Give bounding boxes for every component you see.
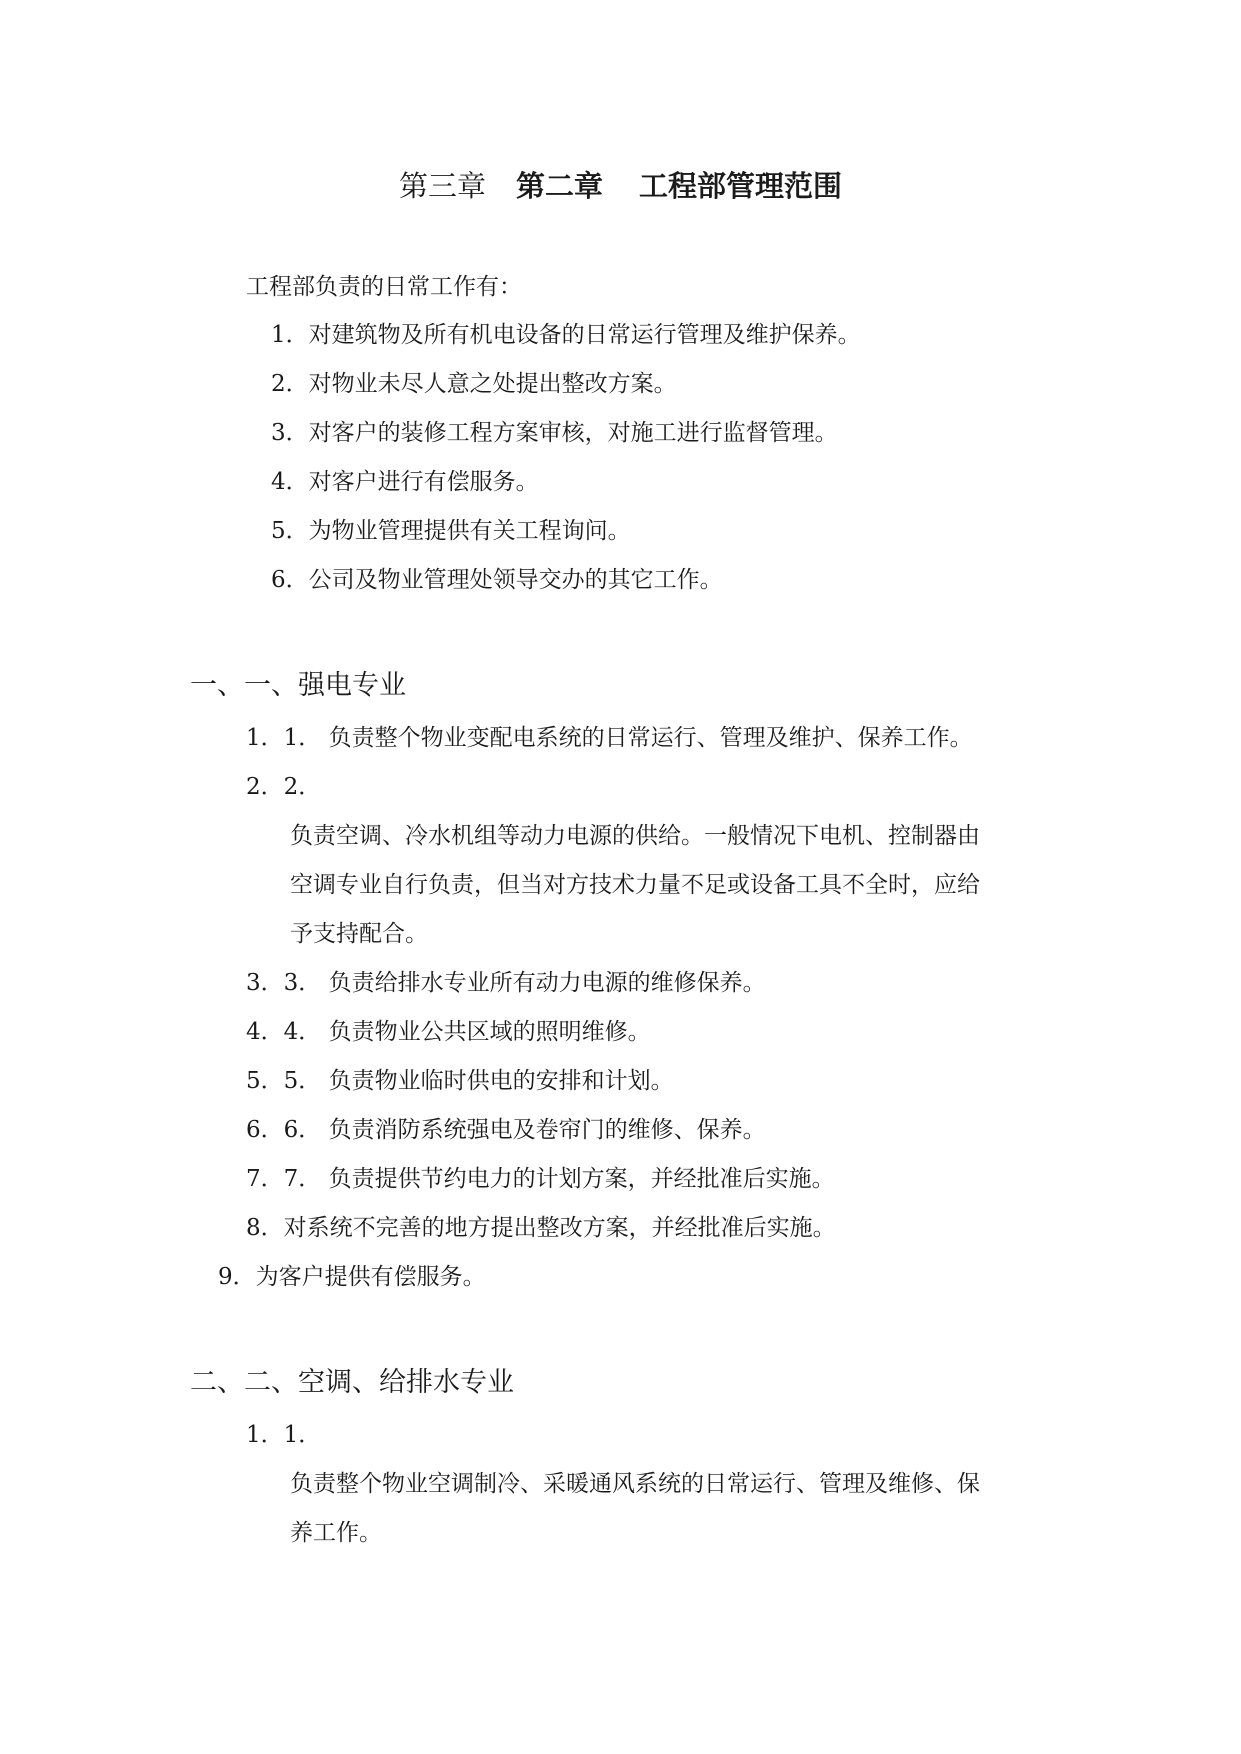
section-1-item-2-number: 2．2．	[246, 774, 322, 800]
daily-task-1: 1．对建筑物及所有机电设备的日常运行管理及维护保养。	[271, 322, 861, 348]
section-1-item-6: 6．6． 负责消防系统强电及卷帘门的维修、保养。	[246, 1117, 766, 1143]
section-2-item-1-number: 1．1．	[246, 1422, 322, 1448]
daily-task-6: 6．公司及物业管理处领导交办的其它工作。	[271, 567, 723, 593]
section-1-item-2-line-2: 空调专业自行负责，但当对方技术力量不足或设备工具不全时，应给	[290, 872, 980, 898]
title-chapter: 第二章	[515, 169, 603, 203]
section-1-item-7: 7．7． 负责提供节约电力的计划方案，并经批准后实施。	[246, 1166, 835, 1192]
daily-task-4: 4．对客户进行有偿服务。	[271, 469, 539, 495]
section-1-item-3: 3．3． 负责给排水专业所有动力电源的维修保养。	[246, 970, 766, 996]
title-prefix: 第三章	[398, 169, 486, 203]
section-1-item-9: 9．为客户提供有偿服务。	[218, 1264, 486, 1290]
section-1-item-5: 5．5． 负责物业临时供电的安排和计划。	[246, 1068, 674, 1094]
section-2-item-1-line-1: 负责整个物业空调制冷、采暖通风系统的日常运行、管理及维修、保	[290, 1471, 980, 1497]
intro-text: 工程部负责的日常工作有：	[246, 274, 522, 300]
section-2-heading: 二、二、空调、给排水专业	[190, 1367, 514, 1398]
section-1-item-2-line-1: 负责空调、冷水机组等动力电源的供给。一般情况下电机、控制器由	[290, 823, 980, 849]
section-1-item-4: 4．4． 负责物业公共区域的照明维修。	[246, 1019, 651, 1045]
section-1-item-1: 1．1． 负责整个物业变配电系统的日常运行、管理及维护、保养工作。	[246, 725, 973, 751]
daily-task-2: 2．对物业未尽人意之处提出整改方案。	[271, 371, 677, 397]
section-1-item-8: 8．对系统不完善的地方提出整改方案，并经批准后实施。	[246, 1215, 836, 1241]
daily-task-5: 5．为物业管理提供有关工程询问。	[271, 518, 631, 544]
daily-task-3: 3．对客户的装修工程方案审核，对施工进行监督管理。	[271, 420, 838, 446]
section-1-heading: 一、一、强电专业	[190, 670, 406, 701]
section-1-item-2-line-3: 予支持配合。	[290, 921, 428, 947]
section-2-item-1-line-2: 养工作。	[290, 1520, 382, 1546]
page-title	[0, 166, 1241, 206]
title-name: 工程部管理范围	[639, 169, 843, 203]
